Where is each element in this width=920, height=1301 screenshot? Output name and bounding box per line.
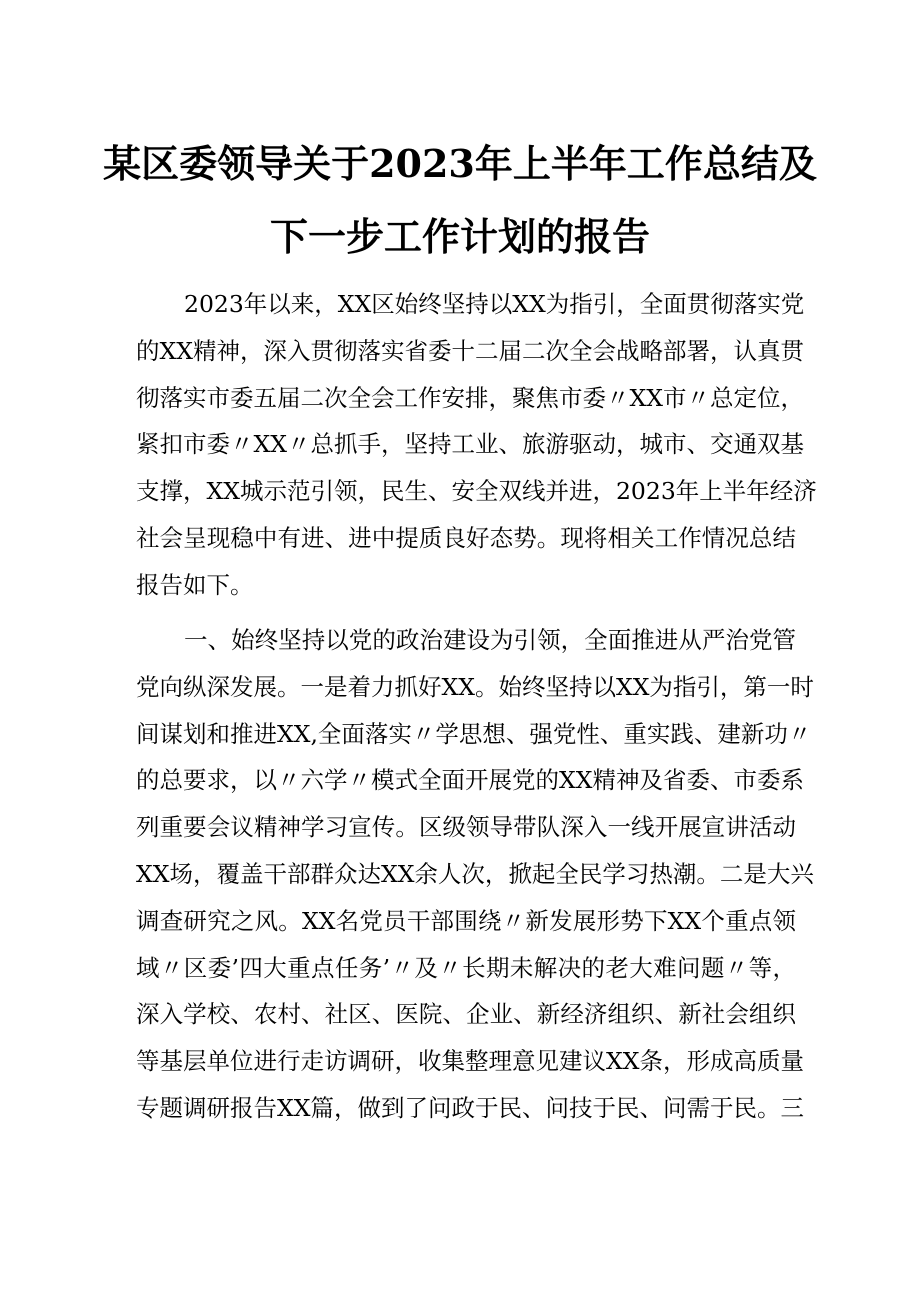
paragraph-line: 报告如下。	[136, 570, 254, 599]
paragraph-line: 彻落实市委五届二次全会工作安排，聚焦市委〃XX市〃总定位，	[136, 383, 804, 412]
paragraph-line: 一、始终坚持以党的政治建设为引领，全面推进从严治党管	[184, 626, 796, 654]
paragraph-line: 深入学校、农村、社区、医院、企业、新经济组织、新社会组织	[136, 1000, 796, 1029]
paragraph-line: 调查研究之风。XX名党员干部围绕〃新发展形势下XX个重点领	[136, 906, 796, 935]
paragraph-line: 域〃区委’四大重点任务’〃及〃长期未解决的老大难问题〃等，	[136, 953, 796, 982]
paragraph-line: 列重要会议精神学习宣传。区级领导带队深入一线开展宣讲活动	[136, 813, 796, 842]
paragraph-line: 党向纵深发展。一是着力抓好XX。始终坚持以XX为指引，第一时	[136, 672, 814, 701]
paragraph-line: 支撑，XX城示范引领，民生、安全双线并进，2023年上半年经济	[136, 477, 817, 506]
paragraph-line: XX场，覆盖干部群众达XX余人次，掀起全民学习热潮。二是大兴	[136, 859, 814, 888]
document-title-line-2: 下一步工作计划的报告	[269, 214, 650, 259]
paragraph-line: 2023年以来，XX区始终坚持以XX为指引，全面贯彻落实党	[184, 290, 805, 318]
paragraph-intro	[136, 281, 817, 609]
paragraph-line: 间谋划和推进XX,全面落实〃学思想、强党性、重实践、建新功〃	[136, 719, 812, 748]
paragraph-section-one	[136, 617, 814, 1132]
paragraph-line: 专题调研报告XX篇，做到了问政于民、问技于民、问需于民。三	[136, 1093, 804, 1122]
paragraph-line: 的XX精神，深入贯彻落实省委十二届二次全会战略部署，认真贯	[136, 336, 804, 365]
paragraph-line: 等基层单位进行走访调研，收集整理意见建议XX条，形成高质量	[136, 1047, 804, 1076]
document-title-line-1: 某区委领导关于2023年上半年工作总结及	[103, 141, 817, 186]
paragraph-line: 的总要求，以〃六学〃模式全面开展党的XX精神及省委、市委系	[136, 766, 804, 795]
paragraph-line: 紧扣市委〃XX〃总抓手，坚持工业、旅游驱动，城市、交通双基	[136, 430, 804, 459]
paragraph-line: 社会呈现稳中有进、进中提质良好态势。现将相关工作情况总结	[136, 523, 796, 552]
